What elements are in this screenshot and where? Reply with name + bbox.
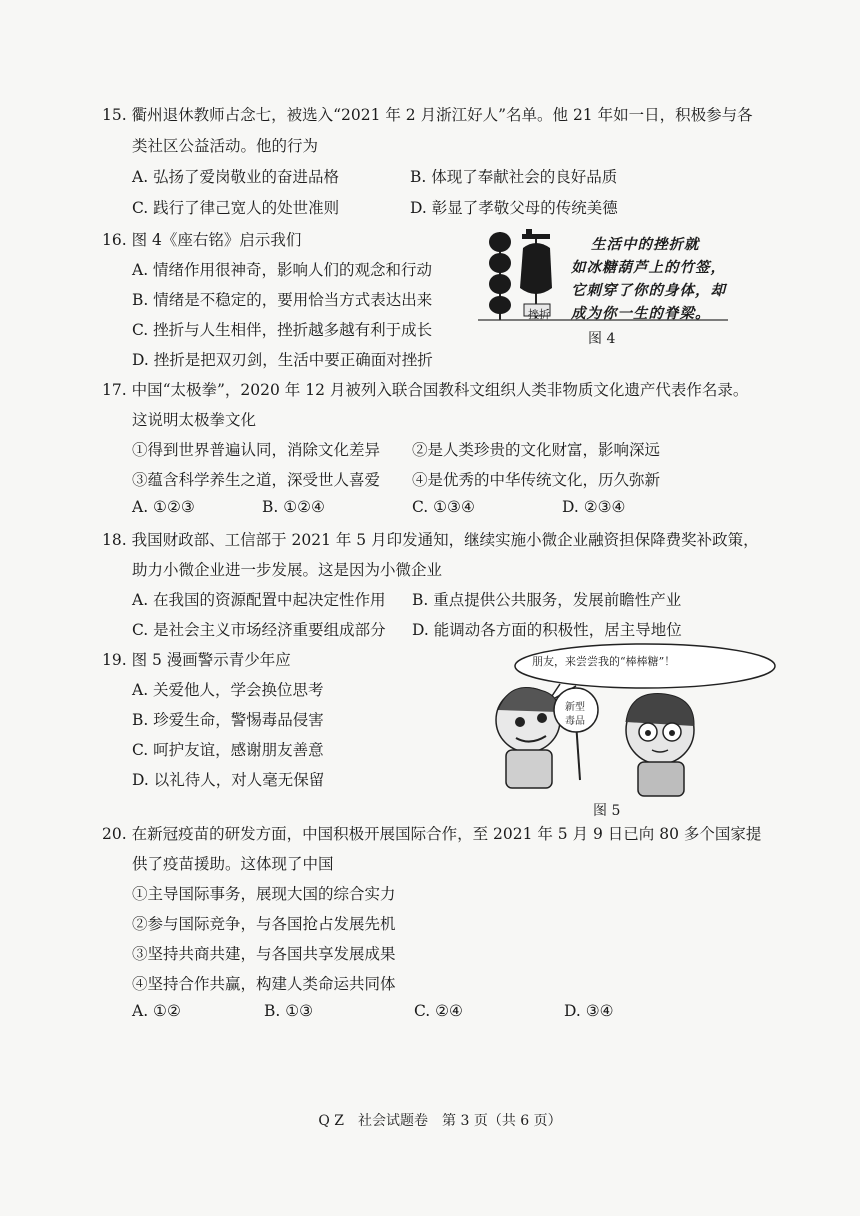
q15-stem-line1: 15. 衢州退休教师占念七，被选入“2021 年 2 月浙江好人”名单。他 21 年如一日，积极参与各 <box>102 106 753 124</box>
figure-5-candy-label-1: 新型 <box>565 702 585 713</box>
q19-stem: 19. 图 5 漫画警示青少年应 <box>102 651 291 669</box>
figure-5-candy-label-2: 毒品 <box>565 716 585 727</box>
q17-option-a: A. ①②③ <box>132 498 195 516</box>
q17-option-c: C. ①③④ <box>412 498 475 516</box>
figure-4-text-line2: 如冰糖葫芦上的竹签， <box>571 260 726 276</box>
q20-option-c: C. ②④ <box>414 1002 463 1020</box>
q18-stem-line1: 18. 我国财政部、工信部于 2021 年 5 月印发通知，继续实施小微企业融资担保降费奖补政策， <box>102 531 759 549</box>
q20-statement-1: ①主导国际事务，展现大国的综合实力 <box>132 885 396 903</box>
figure-4-sign: 挫折 <box>528 308 550 321</box>
figure-4-caption: 图 4 <box>588 331 616 347</box>
figure-4-text-line3: 它刺穿了你的身体，却 <box>571 283 726 299</box>
q17-statement-3: ③蕴含科学养生之道，深受世人喜爱 <box>132 471 381 489</box>
figure-4-cartoon <box>478 228 733 328</box>
q20-option-d: D. ③④ <box>564 1002 614 1020</box>
q19-option-b: B. 珍爱生命，警惕毒品侵害 <box>132 711 324 729</box>
q20-statement-2: ②参与国际竞争，与各国抢占发展先机 <box>132 915 396 933</box>
q15-option-b: B. 体现了奉献社会的良好品质 <box>410 168 618 186</box>
q16-stem: 16. 图 4《座右铭》启示我们 <box>102 231 302 249</box>
q18-option-d: D. 能调动各方面的积极性，居主导地位 <box>412 621 682 639</box>
q19-option-a: A. 关爱他人，学会换位思考 <box>132 681 324 699</box>
figure-4-text-line1: 生活中的挫折就 <box>591 237 700 253</box>
page-footer: Q Z 社会试题卷 第 3 页（共 6 页） <box>318 1113 562 1129</box>
q17-option-d: D. ②③④ <box>562 498 626 516</box>
q18-option-a: A. 在我国的资源配置中起决定性作用 <box>132 591 386 609</box>
q18-option-c: C. 是社会主义市场经济重要组成部分 <box>132 621 386 639</box>
q18-option-b: B. 重点提供公共服务，发展前瞻性产业 <box>412 591 682 609</box>
figure-4-text-line4: 成为你一生的脊梁。 <box>571 306 711 322</box>
q17-stem-line1: 17. 中国“太极拳”，2020 年 12 月被列入联合国教科文组织人类非物质文化遗产代表作名录。 <box>102 381 749 399</box>
q16-option-a: A. 情绪作用很神奇，影响人们的观念和行动 <box>132 261 433 279</box>
q17-statement-1: ①得到世界普遍认同，消除文化差异 <box>132 441 381 459</box>
q20-stem-line2: 供了疫苗援助。这体现了中国 <box>132 855 334 873</box>
q15-stem-line2: 类社区公益活动。他的行为 <box>132 137 319 155</box>
q15-option-a: A. 弘扬了爱岗敬业的奋进品格 <box>132 168 340 186</box>
q18-stem-line2: 助力小微企业进一步发展。这是因为小微企业 <box>132 561 443 579</box>
q19-option-c: C. 呵护友谊，感谢朋友善意 <box>132 741 324 759</box>
q16-option-c: C. 挫折与人生相伴，挫折越多越有利于成长 <box>132 321 433 339</box>
q16-option-b: B. 情绪是不稳定的，要用恰当方式表达出来 <box>132 291 433 309</box>
q17-stem-line2: 这说明太极拳文化 <box>132 411 257 429</box>
q17-option-b: B. ①②④ <box>262 498 325 516</box>
q20-stem-line1: 20. 在新冠疫苗的研发方面，中国积极开展国际合作，至 2021 年 5 月 9 日已向 80 多个国家提 <box>102 825 762 843</box>
q17-statement-4: ④是优秀的中华传统文化，历久弥新 <box>412 471 661 489</box>
q20-option-a: A. ①② <box>132 1002 181 1020</box>
q15-option-d: D. 彰显了孝敬父母的传统美德 <box>410 199 618 217</box>
q20-statement-4: ④坚持合作共赢，构建人类命运共同体 <box>132 975 396 993</box>
figure-5-speech: 朋友，来尝尝我的“棒棒糖”！ <box>532 655 676 668</box>
q17-statement-2: ②是人类珍贵的文化财富，影响深远 <box>412 441 661 459</box>
q20-statement-3: ③坚持共商共建，与各国共享发展成果 <box>132 945 396 963</box>
figure-5-caption: 图 5 <box>593 803 621 819</box>
q20-option-b: B. ①③ <box>264 1002 314 1020</box>
q15-option-c: C. 践行了律己宽人的处世准则 <box>132 199 340 217</box>
figure-5-cartoon <box>480 640 780 800</box>
q19-option-d: D. 以礼待人，对人毫无保留 <box>132 771 325 789</box>
q16-option-d: D. 挫折是把双刃剑，生活中要正确面对挫折 <box>132 351 433 369</box>
